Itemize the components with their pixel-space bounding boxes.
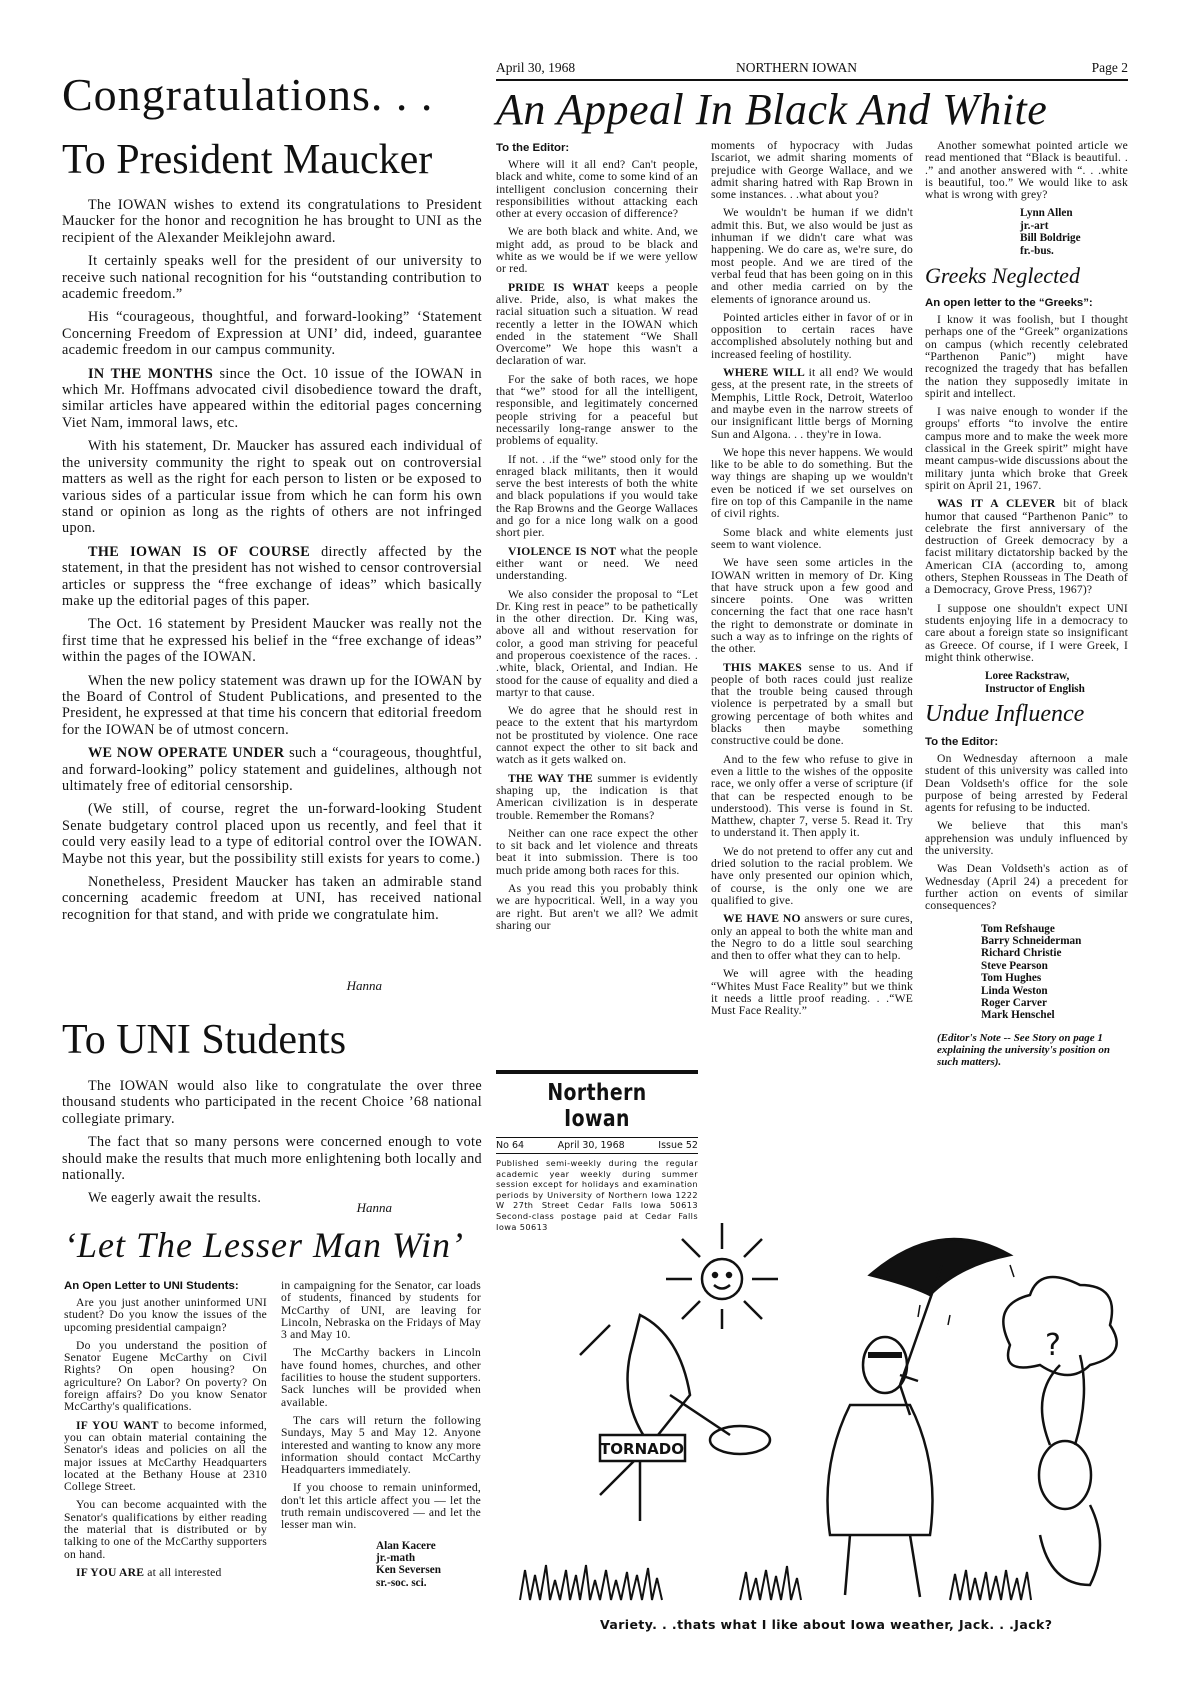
paragraph [925,406,1128,492]
paragraph-text: Neither can one race expect the other to sit back and let violence and threats beat it into submission. There is too much pride among both races for this. [496,826,698,877]
paragraph [711,447,913,521]
man-figure [828,1337,933,1597]
paragraph-lead-in: THIS MAKES [723,660,809,674]
tornado-sign [600,1435,685,1521]
paragraph [711,662,913,748]
paragraph-lead-in: IF YOU ARE [76,1565,148,1579]
paragraph [496,282,698,368]
paragraph-lead-in: WE NOW OPERATE UNDER [88,745,290,762]
paragraph-text: As you read this you probably think we are hypocritical. Well, in a way you are right. But aren't we all? We admit sharing our [496,882,698,932]
page-header [496,60,1128,78]
signer-line: fr.-bus. [1020,244,1054,257]
students-signature: Hanna [356,1200,392,1215]
paragraph [496,546,698,583]
paragraph-text: It certainly speaks well for the president of our university to receive such national recognition for his “outstanding contribution to academic freedom.” [62,253,482,303]
paragraph [925,820,1128,857]
paragraph-text: We eagerly await the results. [88,1190,262,1207]
header-date: April 30, 1968 [496,60,576,75]
paragraph-text: You can become acquainted with the Senator's qualifications by either reading the material that is distributed or by talking to one of the McCarthy supporters on hand. [64,1498,267,1561]
paragraph-text: it all end? We would gess, at the present rate, in the streets of Memphis, Little Rock, Detroit, Waterloo and maybe even in the narrow streets of our insignificant little bergs of Morning Sun and Algona. . . they're in Iowa. [711,366,914,441]
signer-line: Linda Weston [981,984,1048,997]
congrats-subheadline: To President Maucker [62,137,433,183]
paragraph-text: If you choose to remain uninformed, don't let this article affect you — let the truth remain undiscovered — and let the lesser man win. [281,1481,481,1532]
lesser-col-2 [281,1280,481,1589]
paragraph-text: We have seen some articles in the IOWAN written in memory of Dr. King that have struck upon a few good and sincere points. One was written concerning the fact that one race hasn't the right to demonstrate or dominate in such a way as to infringe on the rights of the other. [711,556,913,656]
appeal-kicker: To the Editor: [496,142,570,154]
paragraph-text: in campaigning for the Senator, car loads of students, financed by students for McCarthy of UNI, are leaving for Lincoln, Nebraska on the Fridays of May 3 and May 10. [281,1279,481,1342]
paragraph [925,314,1128,400]
paragraph [496,159,698,220]
paragraph-text: We will agree with the heading “Whites Must Face Reality” but we think it needs a little proof reading. . .“WE Must Face Reality.” [711,967,913,1018]
paragraph-text: (We still, of course, regret the un-forward-looking Student Senate budgetary control placed upon us recently, and feel that it could very easily lead to a type of editorial control over the IOWAN. Maybe not this year, but the possibility still exists for years to come.) [62,801,482,867]
congrats-body [62,197,482,930]
paragraph [64,1567,267,1579]
paragraph [496,773,698,822]
paragraph [711,846,913,907]
paragraph [62,616,482,665]
paragraph-text: With his statement, Dr. Maucker has assured each individual of the university community the right to speak out on controversial matters as well as the right for each person to listen or be exposed to various sides of a particular issue from which he can form his own stand or opinion as long as the rights of others are not infringed upon. [62,438,482,537]
paragraph-text: Pointed articles either in favor of or in opposition to certain races have accomplished absolutely nothing but and increased feeling of hostility. [711,310,913,361]
grass [520,1565,1031,1600]
paragraph [62,309,482,358]
paragraph [62,438,482,536]
paragraph [496,454,698,540]
congrats-signature: Hanna [346,978,382,993]
paragraph-lead-in: WAS IT A CLEVER [937,497,1064,511]
paragraph [62,745,482,794]
paragraph-text: We hope this never happens. We would like to be able to do something. But the way things are shaping up we wouldn't even be noticed if we set ourselves on fire on top of this Campanile in the name of civil rights. [711,445,913,521]
sun-icon [666,1223,778,1329]
appeal-col-3 [925,140,1128,1069]
lesser-headline: ‘Let The Lesser Man Win’ [64,1225,464,1265]
paragraph-text: The cars will return the following Sundays, May 5 and May 12. Anyone interested and wanting to know any more information should contact McCarthy Headquarters immediately. [281,1413,481,1477]
paragraph [281,1280,481,1341]
question-cloud-icon [1003,1277,1116,1375]
paragraph [62,366,482,432]
paragraph-text: The McCarthy backers in Lincoln have found homes, churches, and other facilities to house the student supporters. Sack lunches will be provided when available. [281,1346,481,1409]
tornado-sign-text: TORNADO [600,1440,684,1458]
editors-note: (Editor's Note -- See Story on page 1 explaining the university's position on such matters). [937,1031,1110,1069]
paragraph-text: The fact that so many persons were concerned enough to vote should make the results that much more enlightening both locally and nationally. [62,1134,482,1184]
paragraph-lead-in: IF YOU WANT [76,1418,164,1432]
paragraph-text: I know it was foolish, but I thought perhaps one of the “Greek” organizations on campus (which recently celebrated “Parthenon Panic”) might have recognized the tragedy that has befallen the nation they supposedly imitate in spirit and intellect. [925,313,1128,400]
paragraph [925,140,1128,201]
signer-line: Barry Schneiderman [981,934,1082,947]
paragraph [62,253,482,302]
undue-signers [981,923,1128,1022]
paragraph [62,1134,482,1183]
signer-line: Tom Refshauge [981,922,1055,935]
paragraph [496,883,698,932]
paragraph [711,312,913,361]
lesser-col-1-text [64,1297,267,1579]
greeks-headline: Greeks Neglected [925,263,1080,289]
cartoon-illustration [490,1205,1130,1615]
undue-text [925,753,1128,913]
paragraph [711,367,913,441]
signer-line: Ken Seversen [376,1564,441,1577]
paragraph-lead-in: WE HAVE NO [723,912,805,926]
appeal-col-3-text [925,140,1128,201]
paragraph-lead-in: VIOLENCE IS NOT [508,544,620,558]
signer-line: sr.-soc. sci. [376,1576,427,1589]
masthead-info: Published semi-weekly during the regular academic year weekly during summer session except for holidays and examination periods by University of Northern Iowa 1222 W 27th Street Cedar Falls Iowa 50613 Second-class postage paid at Cedar Falls Iowa 50613 [496,1158,698,1232]
paragraph [711,207,913,305]
students-headline: To UNI Students [62,1017,347,1063]
paragraph [281,1347,481,1408]
lesser-col-1 [64,1280,267,1585]
paragraph [925,863,1128,912]
header-paper: NORTHERN IOWAN [736,60,858,75]
masthead-title: Northern Iowan [547,1080,647,1132]
signer-line: Instructor of English [985,682,1085,695]
paragraph-text: Where will it all end? Can't people, black and white, come to some kind of an intelligent conclusion concerning their responsibilities without attacking each other at every occasion of difference? [496,158,698,221]
paragraph [62,1078,482,1127]
paragraph-text: directly affected by the statement, in that the president has not wished to censor controversial articles or suppress the “free exchange of ideas” which basically make up the editorial pages of this paper. [62,543,483,609]
paragraph [62,544,482,610]
paragraph-text: since the Oct. 10 issue of the IOWAN in which Mr. Hoffmans advocated civil disobedience toward the draft, similar articles have appeared within the editorial pages concerning Viet Nam, immoral laws, etc. [62,365,482,431]
greeks-kicker: An open letter to the “Greeks”: [925,297,1093,310]
paragraph [711,140,913,201]
paragraph [711,527,913,552]
masthead-issue: Issue 52 [658,1140,698,1151]
signer-line: Loree Rackstraw, [985,670,1070,683]
paragraph [281,1415,481,1476]
paragraph-text: such a “courageous, thoughtful, and forward-looking” policy statement and guidelines, although not ultimately free of editorial censorship. [62,745,483,794]
undue-kicker: To the Editor: [925,735,999,748]
paragraph [62,673,482,739]
paragraph [496,374,698,448]
paragraph-lead-in: THE WAY THE [508,771,598,785]
paragraph [925,753,1128,814]
paragraph-text: And to the few who refuse to give in even a little to the wishes of the opposite race, we only offer a verse of scripture (if that can be respected enough to be understood). This verse is found in St. Matthew, chapter 7, verse 5. Read it. Try to understand it. Then apply it. [711,752,913,840]
paragraph-text: We do agree that he should rest in peace to the extent that his martyrdom not be prostituted by violence. One race cannot expect the other to sit back and watch as it gets walked on. [496,704,698,767]
paragraph-text: The Oct. 16 statement by President Maucker was really not the first time that he expressed his belief in the “free exchange of ideas” within the pages of the IOWAN. [62,616,482,666]
paragraph-text: We wouldn't be human if we didn't admit this. But, we also would be just as inhuman if we didn't care what was happening. We do care as, we're sure, do most people. And we are tired of the verbal feud that has been going on in this and other media carried on by the elements of ignorance around us. [711,206,913,306]
paragraph [711,754,913,840]
paragraph-text: Do you understand the position of Senator Eugene McCarthy on Civil Rights? On open housing? On agriculture? On Labor? On poverty? On foreign affairs? Do you know Senator McCarthy's qualifications. [64,1338,267,1414]
lesser-signers [376,1540,481,1590]
paragraph-text: sense to us. And if people of both races could just realize that the trouble being caused through violence is perpetrated by a small but growing percentage of both whites and blacks then maybe something constructive could be done. [711,660,913,748]
paragraph-text: Was Dean Voldseth's action as of Wednesday (April 24) a precedent for further action on events of similar consequences? [925,862,1128,913]
paragraph [496,828,698,877]
paragraph-text: Nonetheless, President Maucker has taken an admirable stand concerning academic freedom at UNI, has received national recognition for that stand, and with pride we congratulate him. [62,874,482,923]
appeal-signers [1020,207,1128,257]
paragraph-text: Another somewhat pointed article we read mentioned that “Black is beautiful. . .” and another answered with “. . .white is beautiful, too.” We would like to ask what is wrong with grey? [925,139,1128,202]
paragraph [496,589,698,700]
paragraph [711,557,913,655]
appeal-col-2-text [711,140,913,1018]
paragraph [64,1297,267,1334]
rabbit-figure [1039,1355,1100,1585]
paragraph-text: Some black and white elements just seem to want violence. [711,525,913,551]
greeks-signers [985,670,1128,695]
paragraph [496,705,698,766]
paragraph-lead-in: PRIDE IS WHAT [508,280,617,294]
lesser-col-2-text [281,1280,481,1532]
signer-line: Steve Pearson [981,959,1048,972]
signer-line: jr.-art [1020,219,1049,232]
undue-headline: Undue Influence [925,700,1085,727]
signer-line: jr.-math [376,1552,416,1565]
paragraph-text: The IOWAN wishes to extend its congratulations to President Maucker for the honor and recognition he has brought to UNI as the recipient of the Alexander Meiklejohn award. [62,197,482,246]
paragraph-text: what the people either want or need. We need understanding. [496,544,698,583]
paragraph [711,913,913,962]
umbrella-icon [870,1239,1014,1385]
paragraph-text: The IOWAN would also like to congratulate the over three thousand students who participated in the recent Choice ’68 national collegiate primary. [62,1078,482,1127]
appeal-col-1 [496,142,698,938]
paragraph-text: Are you just another uninformed UNI student? Do you know the issues of the upcoming presidential campaign? [64,1296,267,1334]
paragraph-text: When the new policy statement was drawn up for the IOWAN by the Board of Control of Student Publications, and presented to the President, he expressed at that time his concern that editorial freedom for the IOWAN be of utmost concern. [62,672,482,738]
paragraph-text: I was naive enough to wonder if the groups' efforts “to involve the entire campus more and to make the week more classical in the Greek spirit” might have meant campus-wide discussions about the military junta which broke that Greek spirit on April 21, 1967. [925,405,1128,492]
header-page: Page 2 [1091,60,1128,75]
paragraph-text: moments of hypocracy with Judas Iscariot, we admit sharing moments of prejudice with George Wallace, and we admit sharing hatred with Rap Brown in some instances. . .what about you? [711,139,913,202]
masthead-issue-line [496,1137,698,1154]
lesser-kicker: An Open Letter to UNI Students: [64,1280,239,1292]
falling-person-figure [580,1315,770,1495]
paragraph [281,1482,481,1531]
paragraph-lead-in: THE IOWAN IS OF COURSE [88,543,322,560]
masthead-number: No 64 [496,1140,525,1151]
signer-line: Roger Carver [981,996,1047,1009]
signer-line: Richard Christie [981,947,1062,960]
students-body [62,1078,482,1214]
paragraph-text: We believe that this man's apprehension was unduly influenced by the university. [925,819,1128,858]
paragraph-text: We also consider the proposal to “Let Dr. King rest in peace” to be pathetically in the other direction. Dr. King was, above all and without reservation for color, a good man striving for peaceful and properous coexistence of the races. . .white, black, Oriental, and Indian. He stood for the cause of equality and died a martyr to that cause. [496,587,698,699]
signer-line: Bill Boldrige [1020,232,1081,245]
paragraph-text: to become informed, you can obtain material containing the Senator's ideas and policies on all the major issues at McCarthy Headquarters located at the Bethany House at 2310 College Street. [64,1418,267,1494]
svg-text:?: ? [1045,1328,1061,1363]
signer-line: Mark Henschel [981,1009,1055,1022]
appeal-col-2 [711,140,913,1024]
cartoon-caption: Variety. . .thats what I like about Iowa weather, Jack. . .Jack? [600,1617,1053,1632]
paragraph-text: We are both black and white. And, we might add, as proud to be black and white as we would be if we were yellow or red. [496,225,698,276]
paragraph-text: keeps a people alive. Pride, also, is what makes the racial situation such a situation. W read recently a letter in the IOWAN which ended in the statement “We Shall Overcome” We hope this wasn't a declaration of war. [496,280,699,368]
paragraph-text: I suppose one shouldn't expect UNI students enjoying life in a democracy to care about a foreign state so insignificant as Greece. Of course, if I were Greek, I might think otherwise. [925,601,1128,664]
paragraph-text: at all interested [147,1565,222,1579]
header-rule [496,79,1128,81]
signer-line: Tom Hughes [981,972,1042,985]
paragraph [64,1420,267,1494]
paragraph [62,801,482,867]
masthead-top-rule [496,1070,698,1074]
paragraph-text: We do not pretend to offer any cut and dried solution to the racial problem. We have only presented our opinion which, of course, is the only one we are qualified to give. [711,844,913,907]
paragraph [62,874,482,923]
paragraph [62,197,482,246]
paragraph-text: bit of black humor that caused “Parthenon Panic” to celebrate the first anniversary of the destruction of Greek democracy by a facist military dictatorship backed by the American CIA (according to, among others, Stephen Rousseas in The Death of a Democracy, Grove Press, 1967)? [925,497,1129,597]
paragraph [925,603,1128,664]
appeal-col-1-text [496,159,698,932]
paragraph-text: If not. . .if the “we” stood only for the enraged black militants, then it would serve the best interests of both the white and black populations if you would take the Rap Browns and the George Wallaces and go for a nice long walk on a good short pier. [496,452,698,540]
signer-line: Alan Kacere [376,1539,436,1552]
paragraph [496,226,698,275]
paragraph-text: On Wednesday afternoon a male student of this university was called into Dean Voldseth's office for the sole purpose of being arrested by Federal agents for refusing to be inducted. [925,751,1128,815]
greeks-text [925,314,1128,664]
paragraph [64,1499,267,1560]
masthead-date: April 30, 1968 [557,1140,625,1151]
paragraph [64,1340,267,1414]
paragraph [711,968,913,1017]
paragraph-lead-in: WHERE WILL [723,366,809,380]
appeal-headline: An Appeal In Black And White [496,85,1048,134]
paragraph-text: His “courageous, thoughtful, and forward-looking” ‘Statement Concerning Freedom of Expression at UNI’ did, indeed, guarantee academic freedom in our campus community. [62,309,482,359]
congrats-headline: Congratulations. . . [62,69,434,120]
paragraph-text: answers or sure cures, only an appeal to both the white man and the Negro to do a little soul searching and then to offer what they can to help. [711,912,913,963]
signer-line: Lynn Allen [1020,207,1073,220]
paragraph [925,498,1128,596]
paragraph-text: For the sake of both races, we hope that “we” stood for all the intelligent, responsible, and legitimately concerned people striving for a peaceful but necessarily long-range answer to the problems of equality. [496,372,698,448]
paragraph-lead-in: IN THE MONTHS [88,365,220,382]
paragraph-text: summer is evidently shaping up, the indication is that American civilization is in desperate trouble. Remember the Romans? [496,771,699,822]
